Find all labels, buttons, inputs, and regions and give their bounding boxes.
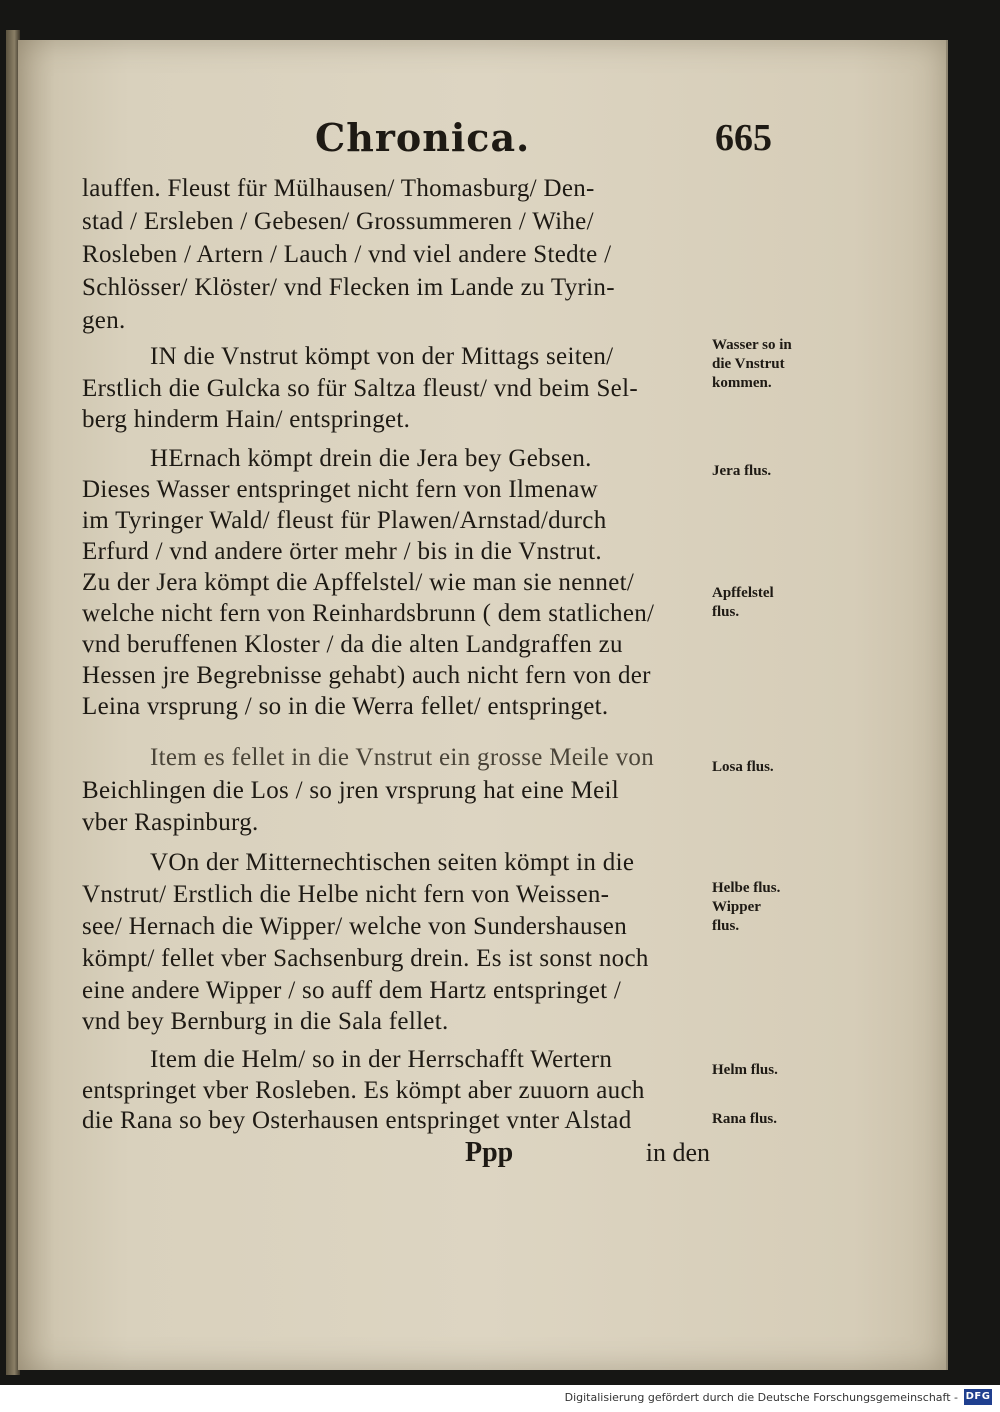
- margin-note-line: Jera flus.: [712, 463, 772, 479]
- text-line: gen.: [82, 307, 126, 334]
- margin-note: [712, 336, 832, 393]
- margin-note-line: flus.: [712, 918, 740, 934]
- margin-note-line: Helm flus.: [712, 1062, 778, 1078]
- text-line: Hessen jre Begrebnisse gehabt) auch nicht fern von der: [82, 662, 651, 689]
- margin-note-line: Rana flus.: [712, 1111, 778, 1127]
- page-number: 665: [715, 117, 772, 159]
- margin-note-line: kommen.: [712, 375, 772, 391]
- margin-note-line: Losa flus.: [712, 759, 774, 775]
- margin-note: [712, 1110, 832, 1129]
- text-line: VOn der Mitternechtischen seiten kömpt in die: [150, 849, 635, 876]
- margin-note: [712, 879, 832, 936]
- text-line: Item es fellet in die Vnstrut ein grosse Meile von: [150, 744, 655, 771]
- margin-note-line: die Vnstrut: [712, 356, 785, 372]
- text-line: Vnstrut/ Erstlich die Helbe nicht fern von Weissen-: [82, 881, 610, 908]
- margin-note-line: Helbe flus.: [712, 880, 781, 896]
- funding-credit: Digitalisierung gefördert durch die Deutsche Forschungsgemeinschaft -: [564, 1391, 958, 1404]
- text-line: vnd bey Bernburg in die Sala fellet.: [82, 1008, 449, 1035]
- text-line: Item die Helm/ so in der Herrschafft Wertern: [150, 1046, 613, 1073]
- text-line: vnd beruffenen Kloster / da die alten Landgraffen zu: [82, 631, 623, 658]
- text-line: im Tyringer Wald/ fleust für Plawen/Arnstad/durch: [82, 507, 607, 534]
- text-line: see/ Hernach die Wipper/ welche von Sundershausen: [82, 913, 627, 940]
- text-line: vber Raspinburg.: [82, 809, 259, 836]
- margin-note: [712, 1061, 832, 1080]
- text-line: HErnach kömpt drein die Jera bey Gebsen.: [150, 445, 592, 472]
- footer-bar: [0, 1385, 1000, 1412]
- text-line: berg hinderm Hain/ entspringet.: [82, 406, 411, 433]
- text-line: Erstlich die Gulcka so für Saltza fleust/ vnd beim Sel-: [82, 375, 638, 402]
- margin-note-line: Wipper: [712, 899, 761, 915]
- catchword: in den: [645, 1138, 710, 1167]
- text-line: Beichlingen die Los / so jren vrsprung hat eine Meil: [82, 777, 620, 804]
- text-line: eine andere Wipper / so auff dem Hartz entspringet /: [82, 977, 622, 1004]
- page-foot: [82, 1135, 710, 1171]
- text-line: Zu der Jera kömpt die Apffelstel/ wie man sie nennet/: [82, 569, 635, 596]
- text-line: die Rana so bey Osterhausen entspringet vnter Alstad: [82, 1107, 632, 1134]
- text-line: Dieses Wasser entspringet nicht fern von Ilmenaw: [82, 476, 598, 503]
- text-line: Leina vrsprung / so in die Werra fellet/ entspringet.: [82, 693, 609, 720]
- text-line: Schlösser/ Klöster/ vnd Flecken im Lande zu Tyrin-: [82, 274, 615, 301]
- page-title: Chronica.: [315, 115, 531, 160]
- text-line: Rosleben / Artern / Lauch / vnd viel andere Stedte /: [82, 241, 612, 268]
- text-line: welche nicht fern von Reinhardsbrunn ( dem statlichen/: [82, 600, 655, 627]
- signature-mark: Ppp: [465, 1137, 514, 1168]
- text-line: Erfurd / vnd andere örter mehr / bis in die Vnstrut.: [82, 538, 602, 565]
- margin-note: [712, 462, 832, 481]
- dfg-logo-icon[interactable]: DFG: [964, 1389, 992, 1405]
- margin-note: [712, 584, 832, 622]
- text-line: kömpt/ fellet vber Sachsenburg drein. Es ist sonst noch: [82, 945, 649, 972]
- margin-note-line: Apffelstel: [712, 585, 774, 601]
- text-line: IN die Vnstrut kömpt von der Mittags seiten/: [150, 343, 614, 370]
- text-line: stad / Ersleben / Gebesen/ Grossummeren / Wihe/: [82, 208, 594, 235]
- margin-note-line: flus.: [712, 604, 740, 620]
- margin-note-line: Wasser so in: [712, 337, 792, 353]
- text-line: lauffen. Fleust für Mülhausen/ Thomasburg/ Den-: [82, 175, 595, 202]
- text-line: entspringet vber Rosleben. Es kömpt aber zuuorn auch: [82, 1077, 645, 1104]
- margin-note: [712, 758, 832, 777]
- running-header: [315, 113, 785, 169]
